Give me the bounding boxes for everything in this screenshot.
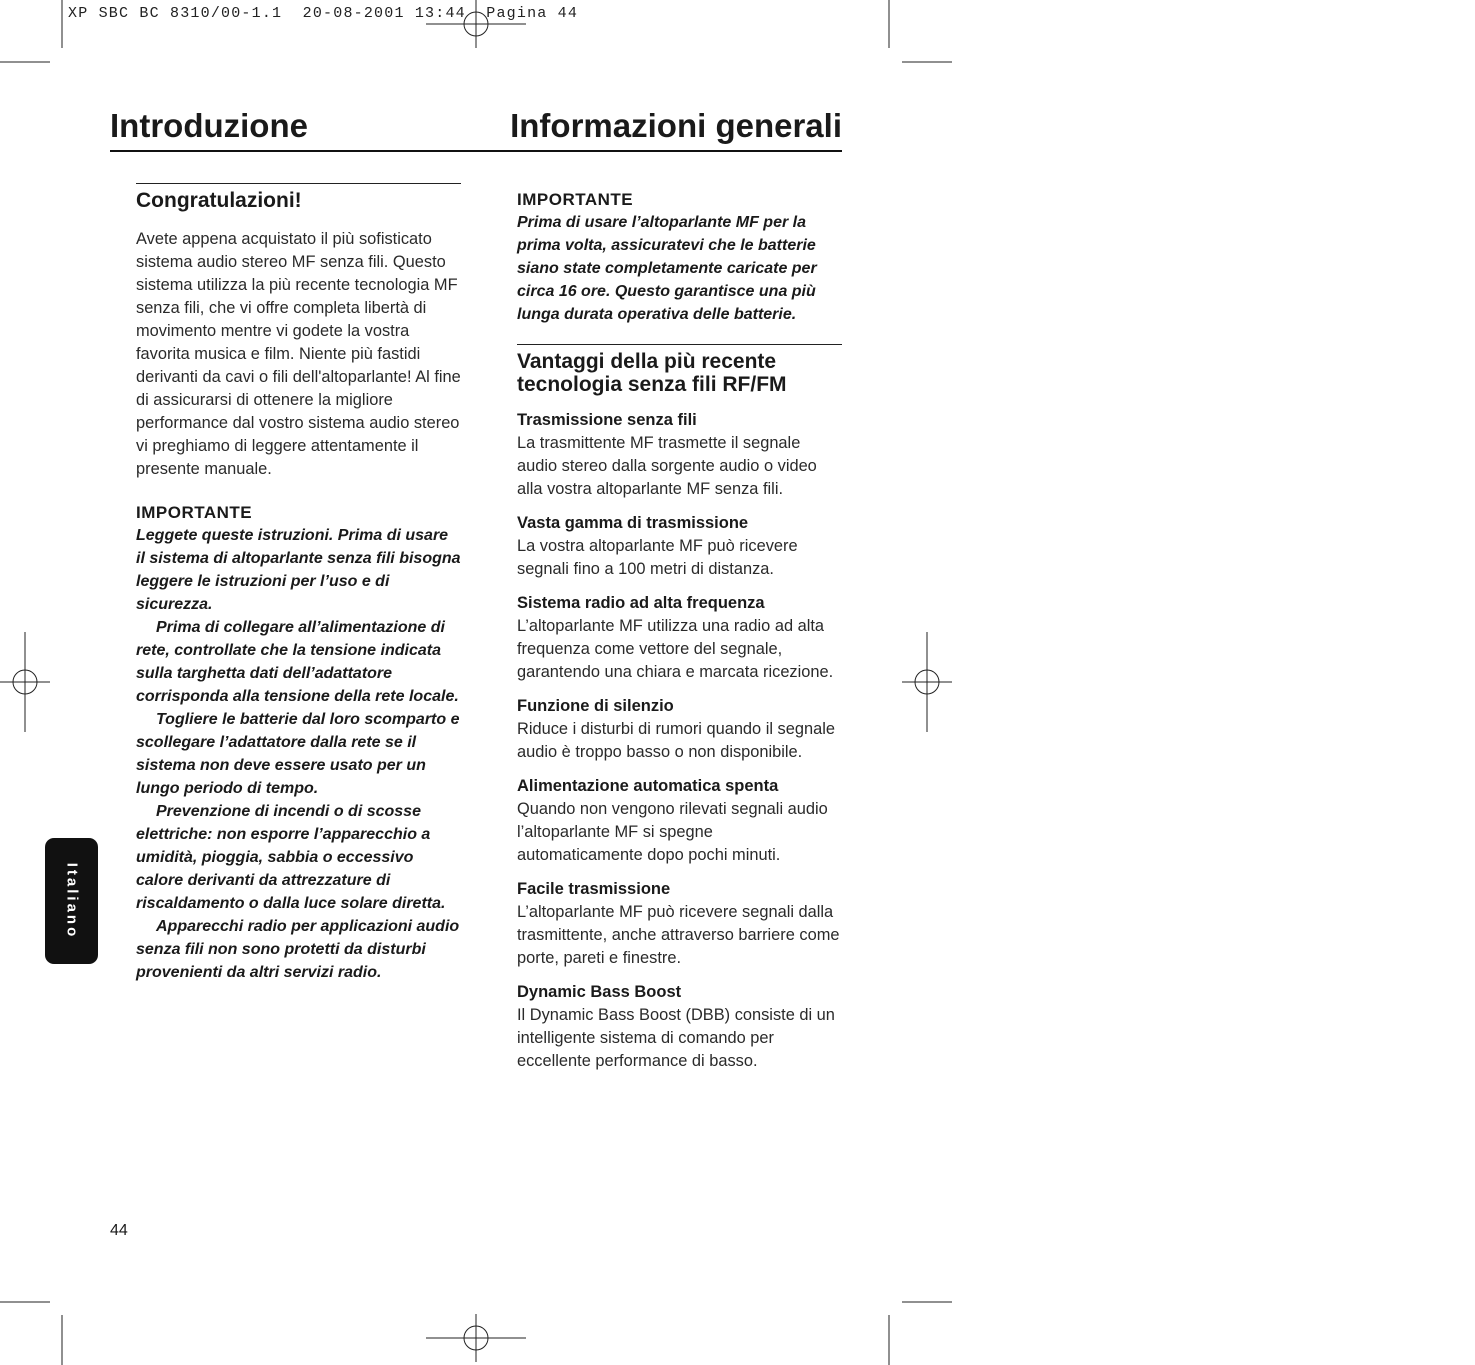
print-slug: XP SBC BC 8310/00-1.1 20-08-2001 13:44 Pagina 44 [68,5,579,22]
feature-item [517,512,842,581]
important-paragraph: Prima di collegare all’alimentazione di rete, controllate che la tensione indicata sulla targhetta dati dell’adattatore corrisponda alla tensione della rete locale. [136,619,459,705]
feature-item [517,878,842,970]
feature-text: L’altoparlante MF può ricevere segnali dalla trasmittente, anche attraverso barriere come porte, pareti e finestre. [517,903,840,967]
feature-text: La trasmittente MF trasmette il segnale audio stereo dalla sorgente audio o video alla vostra altoparlante MF senza fili. [517,434,817,498]
section-title-advantages: Vantaggi della più recente tecnologia senza fili RF/FM [517,350,787,396]
feature-item [517,592,842,684]
feature-text: Il Dynamic Bass Boost (DBB) consiste di un intelligente sistema di comando per eccellente performance di basso. [517,1006,835,1070]
feature-title: Trasmissione senza fili [517,411,697,429]
important-label: IMPORTANTE [136,503,253,522]
important-paragraph: Prevenzione di incendi o di scosse elettriche: non esporre l’apparecchio a umidità, pioggia, sabbia o eccessivo calore derivanti da attrezzature di riscaldamento o dalla luce solare diretta. [136,803,446,912]
feature-text: L’altoparlante MF utilizza una radio ad alta frequenza come vettore del segnale, garantendo una chiara e marcata ricezione. [517,617,834,681]
feature-title: Facile trasmissione [517,880,671,898]
section-rule [136,183,461,184]
header-left-title: Introduzione [110,107,308,144]
header-rule [110,150,842,152]
feature-title: Dynamic Bass Boost [517,983,682,1001]
feature-title: Alimentazione automatica spenta [517,777,779,795]
language-tab [45,838,98,964]
important-paragraph: Apparecchi radio per applicazioni audio senza fili non sono protetti da disturbi provenienti da altri servizi radio. [136,918,460,981]
feature-title: Sistema radio ad alta frequenza [517,594,765,612]
header-right-title: Informazioni generali [510,107,842,144]
important-paragraph: Leggete queste istruzioni. Prima di usare il sistema di altoparlante senza fili bisogna leggere le istruzioni per l’uso e di sicurezza. [136,527,461,613]
left-column [136,183,461,984]
important-label: IMPORTANTE [517,190,634,209]
section-title-congratulations: Congratulazioni! [136,189,302,212]
page-number: 44 [110,1222,128,1239]
feature-text: Riduce i disturbi di rumori quando il segnale audio è troppo basso o non disponibile. [517,720,835,761]
important-paragraph: Togliere le batterie dal loro scomparto e scollegare l’adattatore dalla rete se il sistema non deve essere usato per un lungo periodo di tempo. [136,711,460,797]
important-paragraph: Prima di usare l’altoparlante MF per la prima volta, assicuratevi che le batterie siano state completamente caricate per circa 16 ore. Questo garantisce una più lunga durata operativa delle batterie. [517,214,817,323]
language-tab-label: Italiano [63,862,80,940]
feature-title: Funzione di silenzio [517,697,674,715]
feature-item [517,981,842,1073]
intro-paragraph: Avete appena acquistato il più sofisticato sistema audio stereo MF senza fili. Questo sistema utilizza la più recente tecnologia MF senza fili, che vi offre completa libertà di movimento mentre vi godete la vostra favorita musica e film. Niente più fastidi derivanti da cavi o fili dell'altoparlante! Al fine di assicurarsi di ottenere la migliore performance dal vostro sistema audio stereo vi preghiamo di leggere attentamente il presente manuale. [136,230,461,478]
feature-text: Quando non vengono rilevati segnali audio l’altoparlante MF si spegne automaticamente dopo pochi minuti. [517,800,828,864]
right-column [517,186,842,1084]
feature-item [517,409,842,501]
feature-text: La vostra altoparlante MF può ricevere segnali fino a 100 metri di distanza. [517,537,798,578]
feature-item [517,775,842,867]
feature-item [517,695,842,764]
feature-title: Vasta gamma di trasmissione [517,514,749,532]
section-rule [517,344,842,345]
